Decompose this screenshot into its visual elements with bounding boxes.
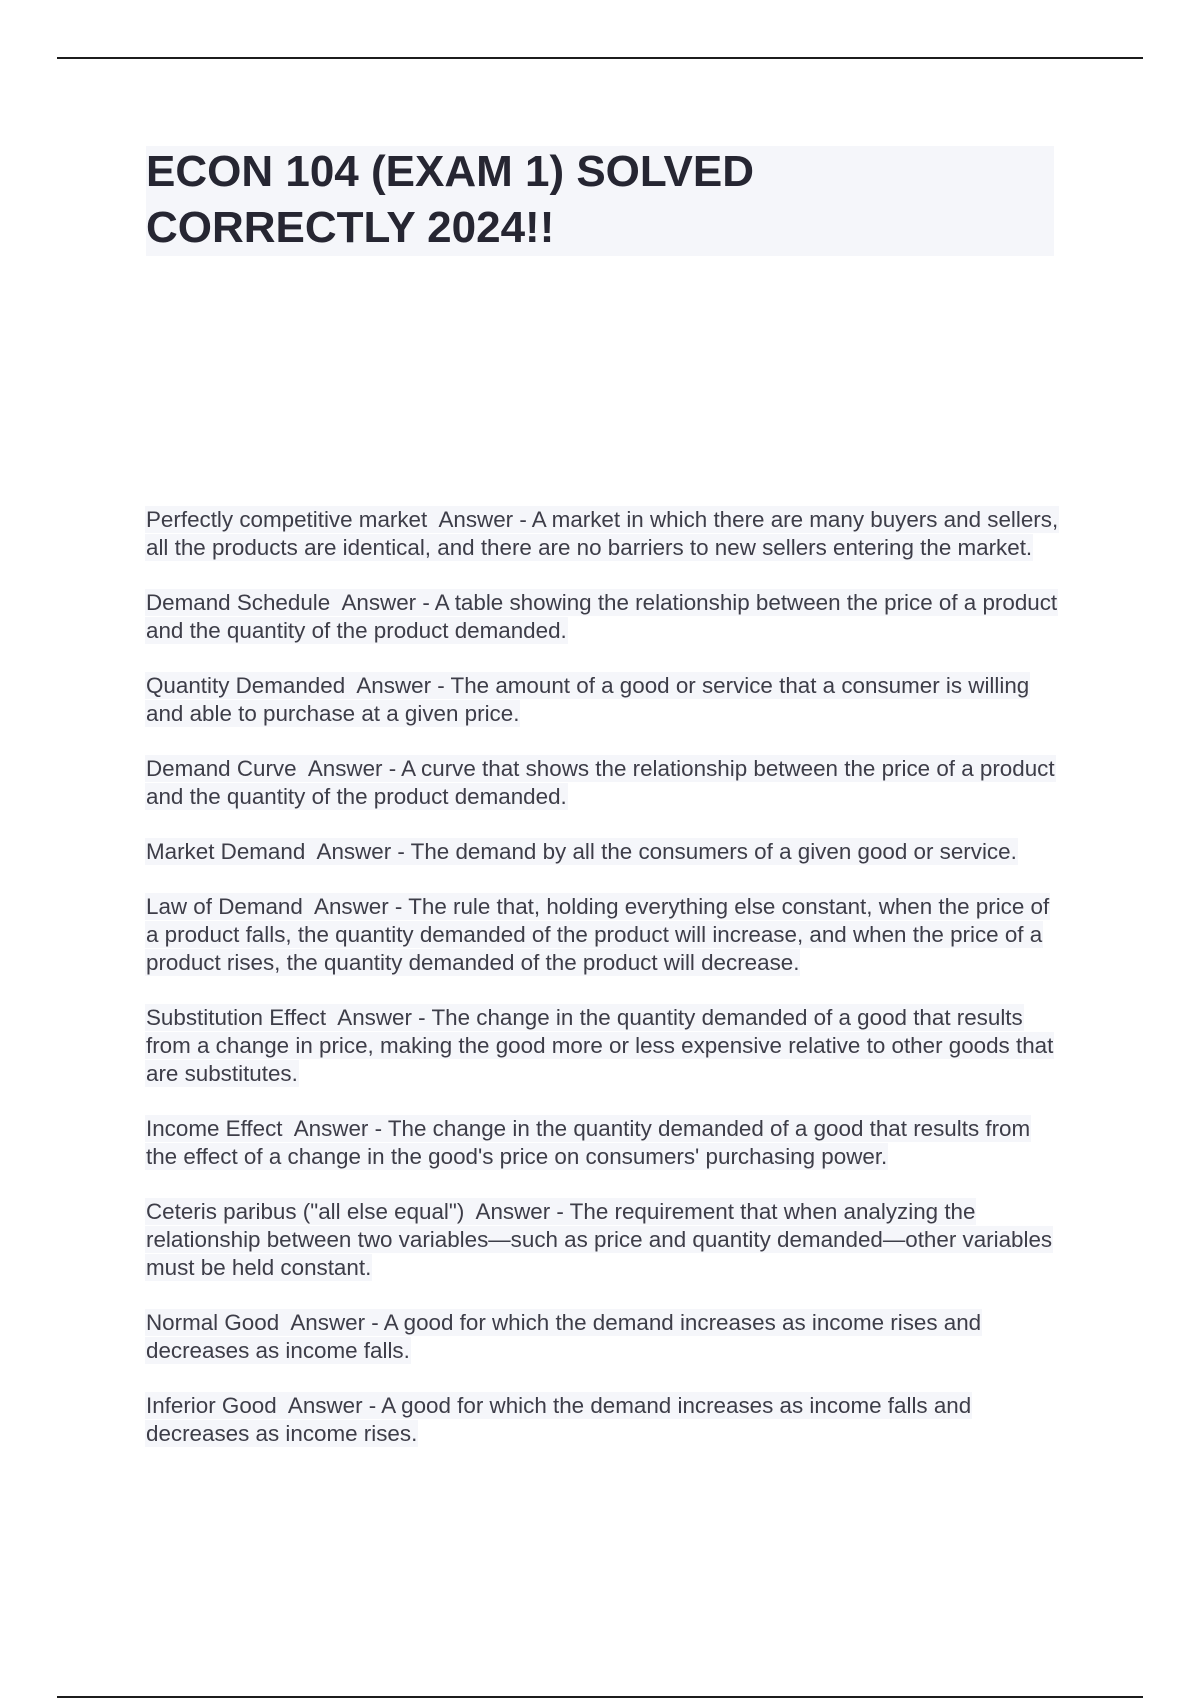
- entry-term: Demand Curve: [146, 756, 297, 781]
- top-rule: [57, 57, 1143, 59]
- entry-term: Market Demand: [146, 839, 306, 864]
- entry-answer: Answer - The change in the quantity demanded of a good that results from a change in price, making the good more or less expensive relative to other goods that are substitutes.: [146, 1005, 1054, 1086]
- definition-entry: [146, 506, 1066, 562]
- definition-entry: [146, 838, 1066, 866]
- definition-entry: [146, 1309, 1066, 1365]
- definition-entry: [146, 589, 1066, 645]
- page-title: [146, 144, 1054, 256]
- definition-entry: [146, 1115, 1066, 1171]
- entry-term: Income Effect: [146, 1116, 283, 1141]
- entry-term: Law of Demand: [146, 894, 303, 919]
- entry-answer: Answer - The rule that, holding everything else constant, when the price of a product falls, the quantity demanded of the product will increase, and when the price of a product rises, the quantity demanded of the product will decrease.: [146, 894, 1050, 975]
- definition-entry: [146, 893, 1066, 977]
- title-line-2: CORRECTLY 2024!!: [146, 203, 555, 252]
- entry-answer: Answer - A market in which there are many buyers and sellers, all the products are identical, and there are no barriers to new sellers entering the market.: [146, 507, 1059, 560]
- definition-entry: [146, 672, 1066, 728]
- entry-term: Ceteris paribus ("all else equal"): [146, 1199, 465, 1224]
- definition-entry: [146, 1198, 1066, 1282]
- definition-entry: [146, 755, 1066, 811]
- bottom-rule: [57, 1696, 1143, 1698]
- entry-answer: Answer - A good for which the demand increases as income falls and decreases as income rises.: [146, 1393, 972, 1446]
- title-block: [146, 146, 1054, 256]
- entry-term: Inferior Good: [146, 1393, 277, 1418]
- entry-answer: Answer - A table showing the relationship between the price of a product and the quantity of the product demanded.: [146, 590, 1058, 643]
- definition-entry: [146, 1004, 1066, 1088]
- entry-term: Normal Good: [146, 1310, 280, 1335]
- entry-term: Perfectly competitive market: [146, 507, 428, 532]
- definition-list: [146, 506, 1066, 1475]
- entry-answer: Answer - The amount of a good or service that a consumer is willing and able to purchase at a given price.: [146, 673, 1030, 726]
- entry-answer: Answer - The requirement that when analyzing the relationship between two variables—such as price and quantity demanded—other variables must be held constant.: [146, 1199, 1053, 1280]
- entry-answer: Answer - The demand by all the consumers of a given good or service.: [316, 839, 1017, 864]
- entry-term: Quantity Demanded: [146, 673, 346, 698]
- entry-answer: Answer - The change in the quantity demanded of a good that results from the effect of a change in the good's price on consumers' purchasing power.: [146, 1116, 1031, 1169]
- definition-entry: [146, 1392, 1066, 1448]
- entry-term: Substitution Effect: [146, 1005, 327, 1030]
- entry-term: Demand Schedule: [146, 590, 331, 615]
- entry-answer: Answer - A curve that shows the relationship between the price of a product and the quantity of the product demanded.: [146, 756, 1055, 809]
- title-line-1: ECON 104 (EXAM 1) SOLVED: [146, 147, 754, 196]
- entry-answer: Answer - A good for which the demand increases as income rises and decreases as income falls.: [146, 1310, 982, 1363]
